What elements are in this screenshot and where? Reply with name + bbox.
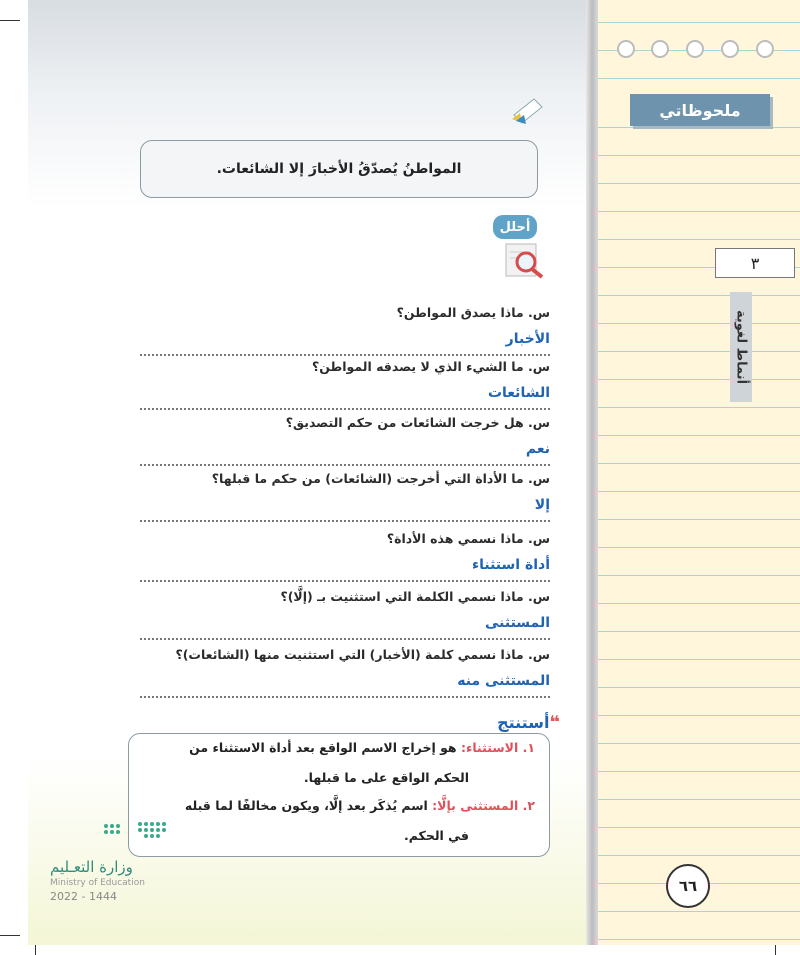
qa-item bbox=[140, 356, 550, 410]
example-icon bbox=[510, 95, 546, 125]
crop-mark bbox=[0, 20, 20, 21]
conclusion-text: اسم يُذكَر بعد إلَّا، ويكون مخالفًا لما قبله bbox=[184, 798, 428, 813]
ministry-logo bbox=[100, 820, 172, 846]
conclude-label: أستنتج bbox=[497, 713, 550, 732]
conclusion-line-1 bbox=[189, 740, 535, 755]
conclusion-term: ١. الاستثناء: bbox=[460, 740, 535, 755]
ministry-name-ar: وزارة التعـليم bbox=[50, 858, 133, 876]
binder-ring bbox=[651, 40, 669, 58]
analyze-label: أحلل bbox=[493, 215, 537, 239]
magnifier-icon bbox=[500, 240, 548, 280]
question: س. هل خرجت الشائعات من حكم التصديق؟ bbox=[285, 415, 550, 430]
conclusion-box bbox=[128, 733, 550, 857]
notes-column bbox=[598, 0, 800, 945]
example-sentence: المواطنُ يُصدّقُ الأخبارَ إلا الشائعات. bbox=[140, 140, 538, 198]
unit-number: ٣ bbox=[715, 248, 795, 278]
conclusion-text: هو إخراج الاسم الواقع بعد أداة الاستثناء من bbox=[189, 740, 457, 755]
question: س. ماذا يصدق المواطن؟ bbox=[396, 305, 550, 320]
ministry-name-en: Ministry of Education bbox=[50, 878, 145, 888]
conclusion-term: ٢. المستثنى بإلَّا: bbox=[432, 798, 535, 813]
binder-ring bbox=[617, 40, 635, 58]
edition-year: 2022 - 1444 bbox=[50, 890, 117, 903]
binder-ring bbox=[756, 40, 774, 58]
question: س. ما الأداة التي أخرجت (الشائعات) من حكم ما قبلها؟ bbox=[211, 471, 550, 486]
crop-mark bbox=[0, 935, 20, 936]
crop-mark bbox=[35, 945, 36, 955]
question: س. ماذا نسمي الكلمة التي استثنيت بـ (إلَّا)؟ bbox=[280, 589, 550, 604]
conclusion-line-2: الحكم الواقع على ما قبلها. bbox=[303, 770, 469, 785]
question: س. ماذا نسمي كلمة (الأخبار) التي استثنيت منها (الشائعات)؟ bbox=[175, 647, 550, 662]
answer-field[interactable]: الأخبار bbox=[140, 324, 550, 356]
qa-item bbox=[140, 586, 550, 640]
page-spine bbox=[586, 0, 598, 945]
conclusion-line-3 bbox=[185, 798, 535, 813]
question: س. ما الشيء الذي لا يصدقه المواطن؟ bbox=[312, 359, 550, 374]
answer-field[interactable]: نعم bbox=[140, 434, 550, 466]
binder-ring bbox=[686, 40, 704, 58]
answer-field[interactable]: إلا bbox=[140, 490, 550, 522]
qa-item bbox=[140, 468, 550, 522]
notes-heading: ملحوظاتي bbox=[630, 94, 770, 126]
qa-item bbox=[140, 528, 550, 582]
conclusion-line-4: في الحكم. bbox=[404, 828, 469, 843]
answer-field[interactable]: الشائعات bbox=[140, 378, 550, 410]
qa-item bbox=[140, 302, 550, 356]
qa-item bbox=[140, 412, 550, 466]
question: س. ماذا نسمي هذه الأداة؟ bbox=[386, 531, 550, 546]
answer-field[interactable]: المستثنى منه bbox=[140, 666, 550, 698]
qa-item bbox=[140, 644, 550, 698]
page-number: ٦٦ bbox=[666, 864, 710, 908]
answer-field[interactable]: أداة استثناء bbox=[140, 550, 550, 582]
quote-icon: ❝ bbox=[549, 712, 560, 733]
unit-title: أنماط لغوية bbox=[730, 292, 752, 402]
answer-field[interactable]: المستثنى bbox=[140, 608, 550, 640]
binder-ring bbox=[721, 40, 739, 58]
crop-mark bbox=[775, 945, 776, 955]
